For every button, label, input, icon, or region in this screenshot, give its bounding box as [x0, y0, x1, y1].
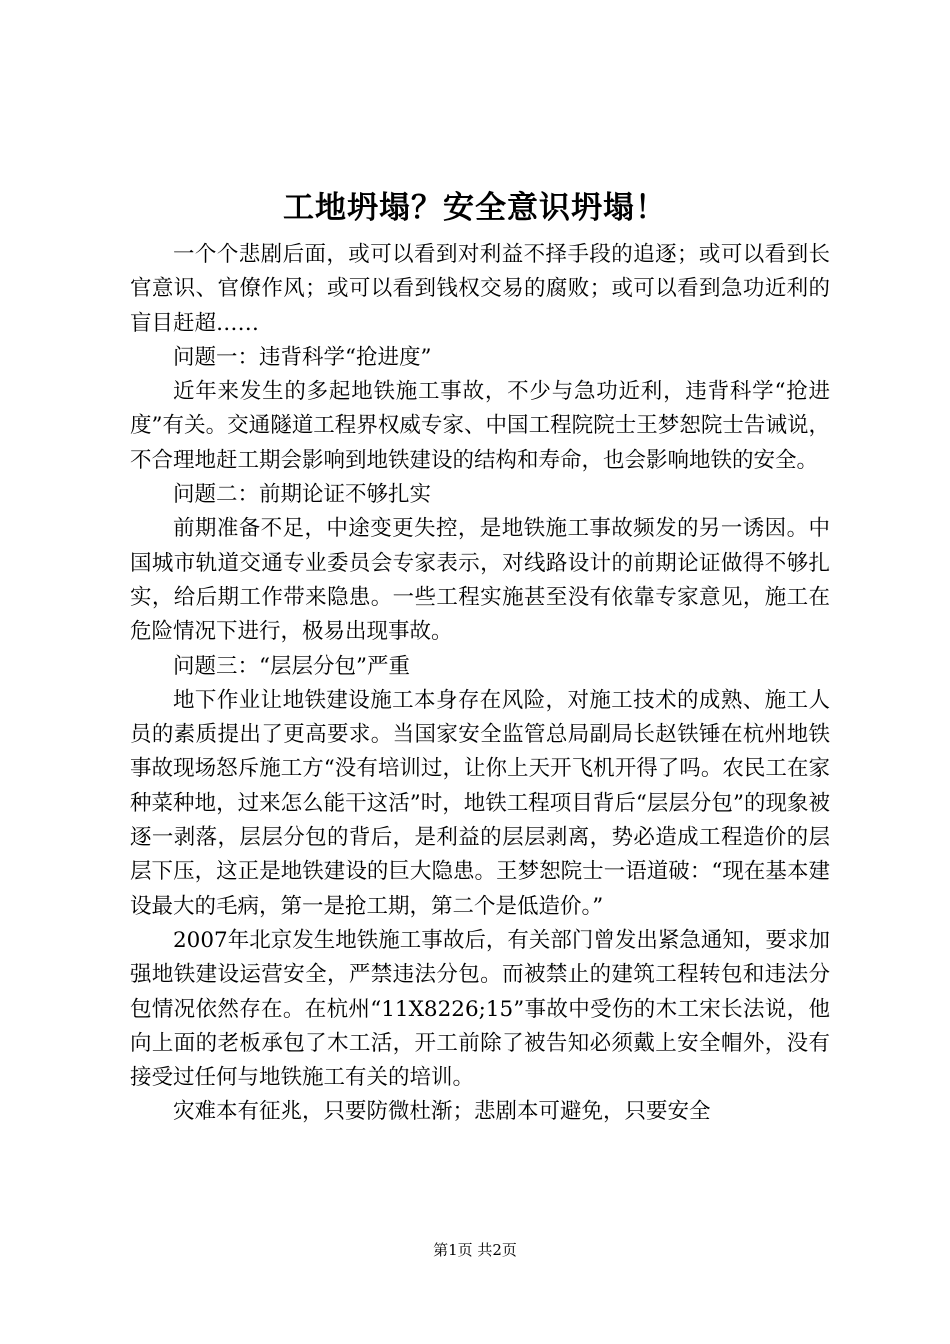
page-number-footer: 第1页 共2页 — [433, 1241, 517, 1259]
section-heading-2: 问题二：前期论证不够扎实 — [173, 482, 432, 508]
paragraph-section-1: 近年来发生的多起地铁施工事故，不少与急功近利，违背科学“抢进度”有关。交通隧道工程界权威专家、中国工程院院士王梦恕院士告诫说，不合理地赶工期会影响到地铁建设的结构和寿命，也会影响地铁的安全。 — [130, 379, 830, 473]
paragraph-2007-incident: 2007年北京发生地铁施工事故后，有关部门曾发出紧急通知，要求加强地铁建设运营安全，严禁违法分包。而被禁止的建筑工程转包和违法分包情况依然存在。在杭州“11X8226;15”事故中受伤的木工宋长法说，他向上面的老板承包了木工活，开工前除了被告知必须戴上安全帽外，没有接受过任何与地铁施工有关的培训。 — [130, 927, 830, 1091]
section-heading-1: 问题一：违背科学“抢进度” — [173, 344, 432, 370]
paragraph-closing: 灾难本有征兆，只要防微杜渐；悲剧本可避免，只要安全 — [173, 1099, 711, 1125]
paragraph-intro: 一个个悲剧后面，或可以看到对利益不择手段的追逐；或可以看到长官意识、官僚作风；或可以看到钱权交易的腐败；或可以看到急功近利的盲目赶超…… — [130, 242, 830, 336]
paragraph-section-3: 地下作业让地铁建设施工本身存在风险，对施工技术的成熟、施工人员的素质提出了更高要求。当国家安全监管总局副局长赵铁锤在杭州地铁事故现场怒斥施工方“没有培训过，让你上天开飞机开得了吗。农民工在家种菜种地，过来怎么能干这活”时，地铁工程项目背后“层层分包”的现象被逐一剥落，层层分包的背后，是利益的层层剥离，势必造成工程造价的层层下压，这正是地铁建设的巨大隐患。王梦恕院士一语道破：“现在基本建设最大的毛病，第一是抢工期，第二个是低造价。” — [130, 687, 830, 919]
section-heading-3: 问题三：“层层分包”严重 — [173, 653, 410, 679]
document-body — [130, 238, 830, 1130]
paragraph-section-2: 前期准备不足，中途变更失控，是地铁施工事故频发的另一诱因。中国城市轨道交通专业委员会专家表示，对线路设计的前期论证做得不够扎实，给后期工作带来隐患。一些工程实施甚至没有依靠专家意见，施工在危险情况下进行，极易出现事故。 — [130, 516, 830, 645]
document-title: 工地坍塌？安全意识坍塌！ — [283, 190, 667, 226]
